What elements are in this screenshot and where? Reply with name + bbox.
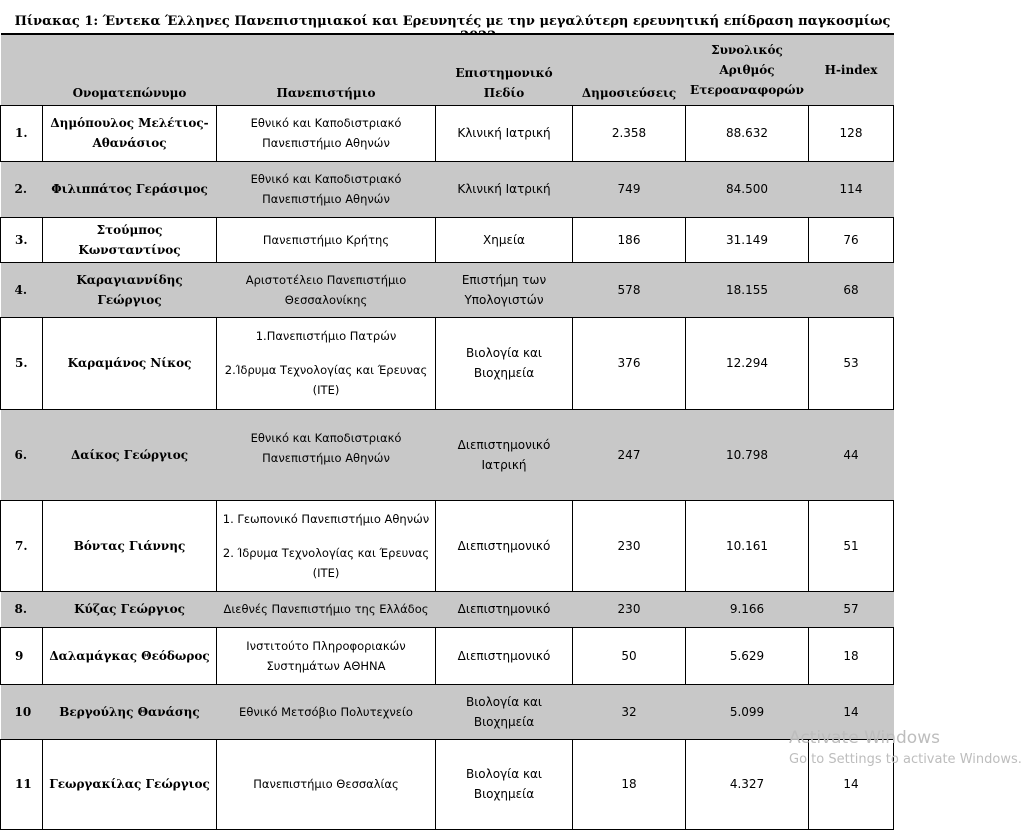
university-cell: [217, 317, 436, 409]
table-row: [1, 161, 894, 217]
researcher-name: Δαίκος Γεώργιος: [43, 409, 217, 500]
row-number: 6.: [1, 409, 43, 500]
citations-cell: 88.632: [686, 105, 809, 161]
publications-cell: 230: [573, 500, 686, 591]
university-cell: [217, 161, 436, 217]
hindex-cell: 68: [809, 262, 894, 317]
researcher-name: Φιλιππάτος Γεράσιμος: [43, 161, 217, 217]
hindex-cell: 114: [809, 161, 894, 217]
table-row: [1, 409, 894, 500]
hindex-cell: 51: [809, 500, 894, 591]
row-number: 4.: [1, 262, 43, 317]
university-name: Ινστιτούτο Πληροφοριακών Συστημάτων ΑΘΗΝΑ: [246, 638, 406, 673]
researchers-table: [0, 33, 894, 830]
publications-cell: 50: [573, 627, 686, 684]
header-field: Επιστημονικό Πεδίο: [436, 34, 573, 105]
researcher-name: Καραγιαννίδης Γεώργιος: [43, 262, 217, 317]
hindex-cell: 14: [809, 739, 894, 829]
publications-cell: 749: [573, 161, 686, 217]
table-caption: Πίνακας 1: Έντεκα Έλληνες Πανεπιστημιακοί και Ερευνητές με την μεγαλύτερη ερευνητική επίδραση παγκοσμίως για το 2022: [14, 14, 891, 44]
table-row: [1, 317, 894, 409]
row-number: 3.: [1, 217, 43, 262]
hindex-cell: 14: [809, 684, 894, 739]
university-cell: [217, 739, 436, 829]
citations-cell: 31.149: [686, 217, 809, 262]
watermark-line-2: Go to Settings to activate Windows.: [789, 752, 1022, 767]
field-cell: Κλινική Ιατρική: [436, 161, 573, 217]
row-number: 11: [1, 739, 43, 829]
university-name: Εθνικό Μετσόβιο Πολυτεχνείο: [239, 704, 413, 719]
researcher-name: Βεργούλης Θανάσης: [43, 684, 217, 739]
table-row: [1, 739, 894, 829]
table-row: [1, 684, 894, 739]
citations-cell: 5.099: [686, 684, 809, 739]
header-citations: Συνολικός Αριθμός Ετεροαναφορών: [686, 34, 809, 105]
header-university: Πανεπιστήμιο: [217, 34, 436, 105]
researcher-name: Στούμπος Κωνσταντίνος: [43, 217, 217, 262]
citations-cell: 10.161: [686, 500, 809, 591]
row-number: 10: [1, 684, 43, 739]
field-cell: Διεπιστημονικό: [436, 627, 573, 684]
university-name-1: 1.Πανεπιστήμιο Πατρών: [255, 329, 397, 343]
activation-watermark: [789, 727, 1022, 771]
publications-cell: 376: [573, 317, 686, 409]
researcher-name: Κύζας Γεώργιος: [43, 591, 217, 627]
researcher-name: Δημόπουλος Μελέτιος-Αθανάσιος: [43, 105, 217, 161]
publications-cell: 32: [573, 684, 686, 739]
university-cell: [217, 105, 436, 161]
researcher-name: Γεωργακίλας Γεώργιος: [43, 739, 217, 829]
header-number: [1, 34, 43, 105]
researcher-name: Δαλαμάγκας Θεόδωρος: [43, 627, 217, 684]
university-name: Διεθνές Πανεπιστήμιο της Ελλάδος: [223, 602, 429, 616]
table-row: [1, 627, 894, 684]
university-cell: [217, 684, 436, 739]
university-cell: [217, 217, 436, 262]
citations-cell: 4.327: [686, 739, 809, 829]
table-header-row: [1, 34, 894, 105]
university-name: Αριστοτέλειο Πανεπιστήμιο Θεσσαλονίκης: [245, 272, 407, 307]
university-name-2: 2.Ίδρυμα Τεχνολογίας και Έρευνας (ΙΤΕ): [224, 363, 428, 397]
citations-cell: 10.798: [686, 409, 809, 500]
university-name-1: 1. Γεωπονικό Πανεπιστήμιο Αθηνών: [222, 511, 430, 526]
university-name: Εθνικό και Καποδιστριακό Πανεπιστήμιο Αθηνών: [250, 172, 402, 206]
header-publications: Δημοσιεύσεις: [573, 34, 686, 105]
university-cell: [217, 591, 436, 627]
table-row: [1, 500, 894, 591]
hindex-cell: 44: [809, 409, 894, 500]
citations-cell: 9.166: [686, 591, 809, 627]
hindex-cell: 53: [809, 317, 894, 409]
researcher-name: Βόντας Γιάννης: [43, 500, 217, 591]
university-name: Εθνικό και Καποδιστριακό Πανεπιστήμιο Αθηνών: [250, 116, 402, 150]
field-cell: Επιστήμη των Υπολογιστών: [436, 262, 573, 317]
publications-cell: 247: [573, 409, 686, 500]
university-cell: [217, 500, 436, 591]
university-cell: [217, 262, 436, 317]
table-row: [1, 105, 894, 161]
field-cell: Κλινική Ιατρική: [436, 105, 573, 161]
university-name: Πανεπιστήμιο Θεσσαλίας: [253, 777, 399, 791]
field-cell: Βιολογία και Βιοχημεία: [436, 317, 573, 409]
field-cell: Βιολογία και Βιοχημεία: [436, 739, 573, 829]
citations-cell: 12.294: [686, 317, 809, 409]
watermark-line-1: Activate Windows: [789, 728, 940, 748]
row-number: 2.: [1, 161, 43, 217]
header-hindex: H-index: [809, 34, 894, 105]
header-name: Ονοματεπώνυμο: [43, 34, 217, 105]
university-name: Εθνικό και Καποδιστριακό Πανεπιστήμιο Αθηνών: [250, 430, 402, 465]
field-cell: Βιολογία και Βιοχημεία: [436, 684, 573, 739]
row-number: 8.: [1, 591, 43, 627]
field-cell: Διεπιστημονικό: [436, 591, 573, 627]
university-name: Πανεπιστήμιο Κρήτης: [262, 232, 390, 247]
row-number: 1.: [1, 105, 43, 161]
field-cell: Διεπιστημονικό Ιατρική: [436, 409, 573, 500]
citations-cell: 18.155: [686, 262, 809, 317]
publications-cell: 578: [573, 262, 686, 317]
publications-cell: 18: [573, 739, 686, 829]
table-row: [1, 217, 894, 262]
citations-cell: 84.500: [686, 161, 809, 217]
researcher-name: Καραμάνος Νίκος: [43, 317, 217, 409]
row-number: 5.: [1, 317, 43, 409]
table-row: [1, 262, 894, 317]
row-number: 7.: [1, 500, 43, 591]
field-cell: Διεπιστημονικό: [436, 500, 573, 591]
university-name-2: 2. Ίδρυμα Τεχνολογίας και Έρευνας (ΙΤΕ): [222, 545, 430, 580]
publications-cell: 186: [573, 217, 686, 262]
hindex-cell: 18: [809, 627, 894, 684]
university-cell: [217, 627, 436, 684]
hindex-cell: 76: [809, 217, 894, 262]
publications-cell: 2.358: [573, 105, 686, 161]
publications-cell: 230: [573, 591, 686, 627]
university-cell: [217, 409, 436, 500]
hindex-cell: 128: [809, 105, 894, 161]
hindex-cell: 57: [809, 591, 894, 627]
table-row: [1, 591, 894, 627]
field-cell: Χημεία: [436, 217, 573, 262]
citations-cell: 5.629: [686, 627, 809, 684]
row-number: 9: [1, 627, 43, 684]
